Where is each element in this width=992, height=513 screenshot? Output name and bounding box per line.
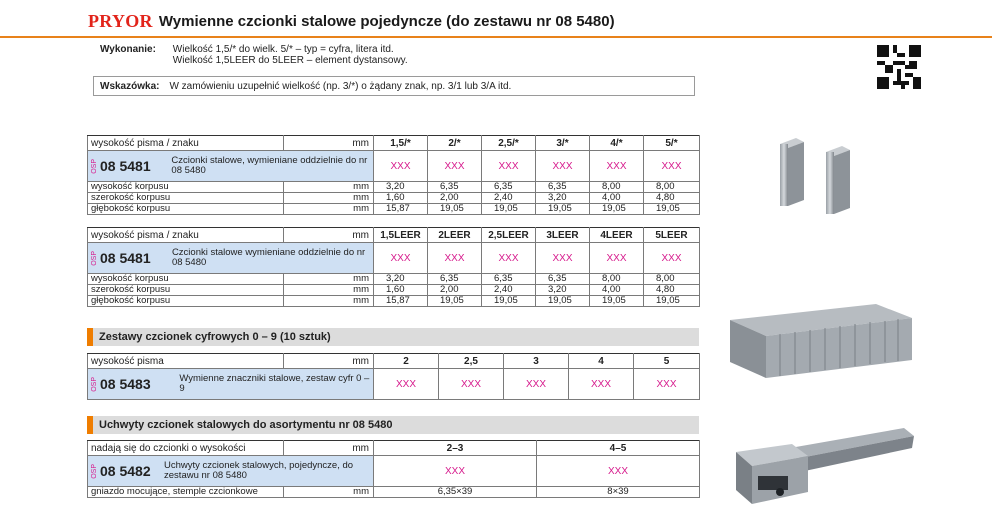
product-code: 08 5482 xyxy=(100,462,151,479)
execution-info xyxy=(100,44,408,66)
product-description: Czcionki stalowe wymieniane oddzielnie do nr 08 5480 xyxy=(171,247,366,268)
price-cell: XXX xyxy=(439,369,504,400)
price-cell: XXX xyxy=(504,369,569,400)
product-description: Uchwyty czcionek stalowych, pojedyncze, do zestawu nr 08 5480 xyxy=(164,460,354,481)
price-cell: XXX xyxy=(374,151,428,182)
product-row xyxy=(88,369,700,400)
dimension-value: 6,35 xyxy=(536,274,590,285)
unit-label: mm xyxy=(284,296,374,307)
table-digit-sets xyxy=(87,353,700,400)
price-cell: XXX xyxy=(374,243,428,274)
section-title: Zestawy czcionek cyfrowych 0 – 9 (10 sztuk) xyxy=(99,331,331,343)
dimension-value: 1,60 xyxy=(374,193,428,204)
brand-logo: PRYOR xyxy=(88,10,153,31)
size-header: 1,5/* xyxy=(374,136,428,151)
hint-box xyxy=(93,76,695,96)
dimension-value: 19,05 xyxy=(428,204,482,215)
price-cell: XXX xyxy=(374,456,537,487)
table-row xyxy=(88,441,700,456)
dimension-label: wysokość korpusu xyxy=(88,274,284,285)
execution-label: Wykonanie: xyxy=(100,44,156,55)
product-code: 08 5481 xyxy=(100,157,151,174)
dimension-value: 19,05 xyxy=(536,296,590,307)
price-cell: XXX xyxy=(536,243,590,274)
steel-type-pieces-image xyxy=(770,130,870,218)
dimension-value: 19,05 xyxy=(644,204,700,215)
dimension-value: 4,00 xyxy=(590,285,644,296)
dimension-value: 6,35 xyxy=(428,182,482,193)
dimension-value: 6,35 xyxy=(482,274,536,285)
qr-code-icon xyxy=(877,45,921,89)
hint-text: W zamówieniu uzupełnić wielkość (np. 3/*) o żądany znak, np. 3/1 lub 3/A itd. xyxy=(169,80,512,92)
hint-label: Wskazówka: xyxy=(100,80,160,92)
dimension-value: 19,05 xyxy=(590,296,644,307)
size-header: 5 xyxy=(634,354,700,369)
row-label: wysokość pisma / znaku xyxy=(88,136,284,151)
page-header xyxy=(88,11,615,31)
size-header: 5LEER xyxy=(644,228,700,243)
execution-line-2: Wielkość 1,5LEER do 5LEER – element dystansowy. xyxy=(172,55,408,66)
dimension-value: 8,00 xyxy=(590,182,644,193)
size-header: 3/* xyxy=(536,136,590,151)
dimension-value: 15,87 xyxy=(374,296,428,307)
price-cell: XXX xyxy=(536,151,590,182)
table-row xyxy=(88,136,700,151)
dimension-value: 6,35 xyxy=(536,182,590,193)
dimension-row xyxy=(88,182,700,193)
size-header: 1,5LEER xyxy=(374,228,428,243)
unit-label: mm xyxy=(284,182,374,193)
row-label: wysokość pisma / znaku xyxy=(88,228,284,243)
osp-mark: OSP xyxy=(91,250,98,266)
dimension-value: 8,00 xyxy=(590,274,644,285)
dimension-row xyxy=(88,285,700,296)
osp-mark: OSP xyxy=(91,376,98,392)
dimension-label: głębokość korpusu xyxy=(88,204,284,215)
price-cell: XXX xyxy=(374,369,439,400)
unit-label: mm xyxy=(284,193,374,204)
dimension-value: 19,05 xyxy=(482,204,536,215)
product-row xyxy=(88,151,700,182)
dimension-value: 3,20 xyxy=(536,285,590,296)
product-row xyxy=(88,456,700,487)
row-label: wysokość pisma xyxy=(88,354,284,369)
dimension-label: gniazdo mocujące, stemple czcionkowe xyxy=(88,487,284,498)
size-header: 2/* xyxy=(428,136,482,151)
section-marker xyxy=(87,328,93,346)
product-cell xyxy=(88,369,374,400)
section-header-digit-sets xyxy=(87,328,699,346)
osp-mark: OSP xyxy=(91,158,98,174)
size-header: 2,5/* xyxy=(482,136,536,151)
size-header: 2,5LEER xyxy=(482,228,536,243)
size-header: 2LEER xyxy=(428,228,482,243)
dimension-value: 8,00 xyxy=(644,274,700,285)
unit-label: mm xyxy=(284,441,374,456)
size-header: 4/* xyxy=(590,136,644,151)
size-header: 2–3 xyxy=(374,441,537,456)
dimension-value: 4,80 xyxy=(644,193,700,204)
dimension-value: 3,20 xyxy=(374,182,428,193)
execution-line-1: Wielkość 1,5/* do wielk. 5/* – typ = cyfra, litera itd. xyxy=(172,44,394,55)
dimension-value: 6,35×39 xyxy=(374,487,537,498)
dimension-row xyxy=(88,204,700,215)
product-description: Wymienne znaczniki stalowe, zestaw cyfr 0 – 9 xyxy=(179,373,370,394)
dimension-value: 3,20 xyxy=(536,193,590,204)
dimension-value: 8×39 xyxy=(537,487,700,498)
unit-label: mm xyxy=(284,354,374,369)
table-row xyxy=(88,354,700,369)
dimension-value: 4,00 xyxy=(590,193,644,204)
osp-mark: OSP xyxy=(91,463,98,479)
price-cell: XXX xyxy=(644,243,700,274)
unit-label: mm xyxy=(284,285,374,296)
size-header: 2 xyxy=(374,354,439,369)
product-cell xyxy=(88,243,374,274)
digit-set-image xyxy=(726,300,916,382)
dimension-label: wysokość korpusu xyxy=(88,182,284,193)
size-header: 5/* xyxy=(644,136,700,151)
table-row xyxy=(88,228,700,243)
dimension-row xyxy=(88,193,700,204)
product-cell xyxy=(88,151,374,182)
header-rule xyxy=(0,36,992,38)
price-cell: XXX xyxy=(428,243,482,274)
price-cell: XXX xyxy=(634,369,700,400)
dimension-value: 15,87 xyxy=(374,204,428,215)
product-row xyxy=(88,243,700,274)
price-cell: XXX xyxy=(482,243,536,274)
dimension-value: 1,60 xyxy=(374,285,428,296)
unit-label: mm xyxy=(284,228,374,243)
page-title: Wymienne czcionki stalowe pojedyncze (do zestawu nr 08 5480) xyxy=(158,12,615,30)
size-header: 2,5 xyxy=(439,354,504,369)
dimension-value: 8,00 xyxy=(644,182,700,193)
section-marker xyxy=(87,416,93,434)
dimension-row xyxy=(88,274,700,285)
dimension-value: 19,05 xyxy=(590,204,644,215)
dimension-label: szerokość korpusu xyxy=(88,285,284,296)
table-holders xyxy=(87,440,700,498)
price-cell: XXX xyxy=(590,243,644,274)
price-cell: XXX xyxy=(590,151,644,182)
section-header-holders xyxy=(87,416,699,434)
unit-label: mm xyxy=(284,487,374,498)
dimension-value: 6,35 xyxy=(482,182,536,193)
unit-label: mm xyxy=(284,274,374,285)
dimension-value: 2,00 xyxy=(428,193,482,204)
product-code: 08 5481 xyxy=(100,249,151,266)
dimension-value: 19,05 xyxy=(482,296,536,307)
price-cell: XXX xyxy=(569,369,634,400)
dimension-value: 6,35 xyxy=(428,274,482,285)
price-cell: XXX xyxy=(428,151,482,182)
size-header: 3 xyxy=(504,354,569,369)
product-description: Czcionki stalowe, wymieniane oddzielnie do nr 08 5480 xyxy=(171,155,368,176)
size-header: 4LEER xyxy=(590,228,644,243)
dimension-value: 19,05 xyxy=(428,296,482,307)
execution-text xyxy=(173,44,408,66)
product-code: 08 5483 xyxy=(100,375,151,392)
size-header: 4 xyxy=(569,354,634,369)
size-header: 4–5 xyxy=(537,441,700,456)
table-sizes-standard xyxy=(87,135,700,215)
dimension-label: głębokość korpusu xyxy=(88,296,284,307)
unit-label: mm xyxy=(284,204,374,215)
dimension-row xyxy=(88,296,700,307)
dimension-value: 2,40 xyxy=(482,285,536,296)
section-title: Uchwyty czcionek stalowych do asortymentu nr 08 5480 xyxy=(99,419,393,431)
price-cell: XXX xyxy=(537,456,700,487)
dimension-value: 19,05 xyxy=(536,204,590,215)
unit-label: mm xyxy=(284,136,374,151)
dimension-value: 2,00 xyxy=(428,285,482,296)
type-holder-image xyxy=(728,420,918,508)
dimension-label: szerokość korpusu xyxy=(88,193,284,204)
price-cell: XXX xyxy=(644,151,700,182)
dimension-value: 2,40 xyxy=(482,193,536,204)
table-sizes-spacer xyxy=(87,227,700,307)
dimension-value: 4,80 xyxy=(644,285,700,296)
row-label: nadają się do czcionki o wysokości xyxy=(88,441,284,456)
size-header: 3LEER xyxy=(536,228,590,243)
price-cell: XXX xyxy=(482,151,536,182)
dimension-value: 19,05 xyxy=(644,296,700,307)
dimension-row xyxy=(88,487,700,498)
dimension-value: 3,20 xyxy=(374,274,428,285)
product-cell xyxy=(88,456,374,487)
